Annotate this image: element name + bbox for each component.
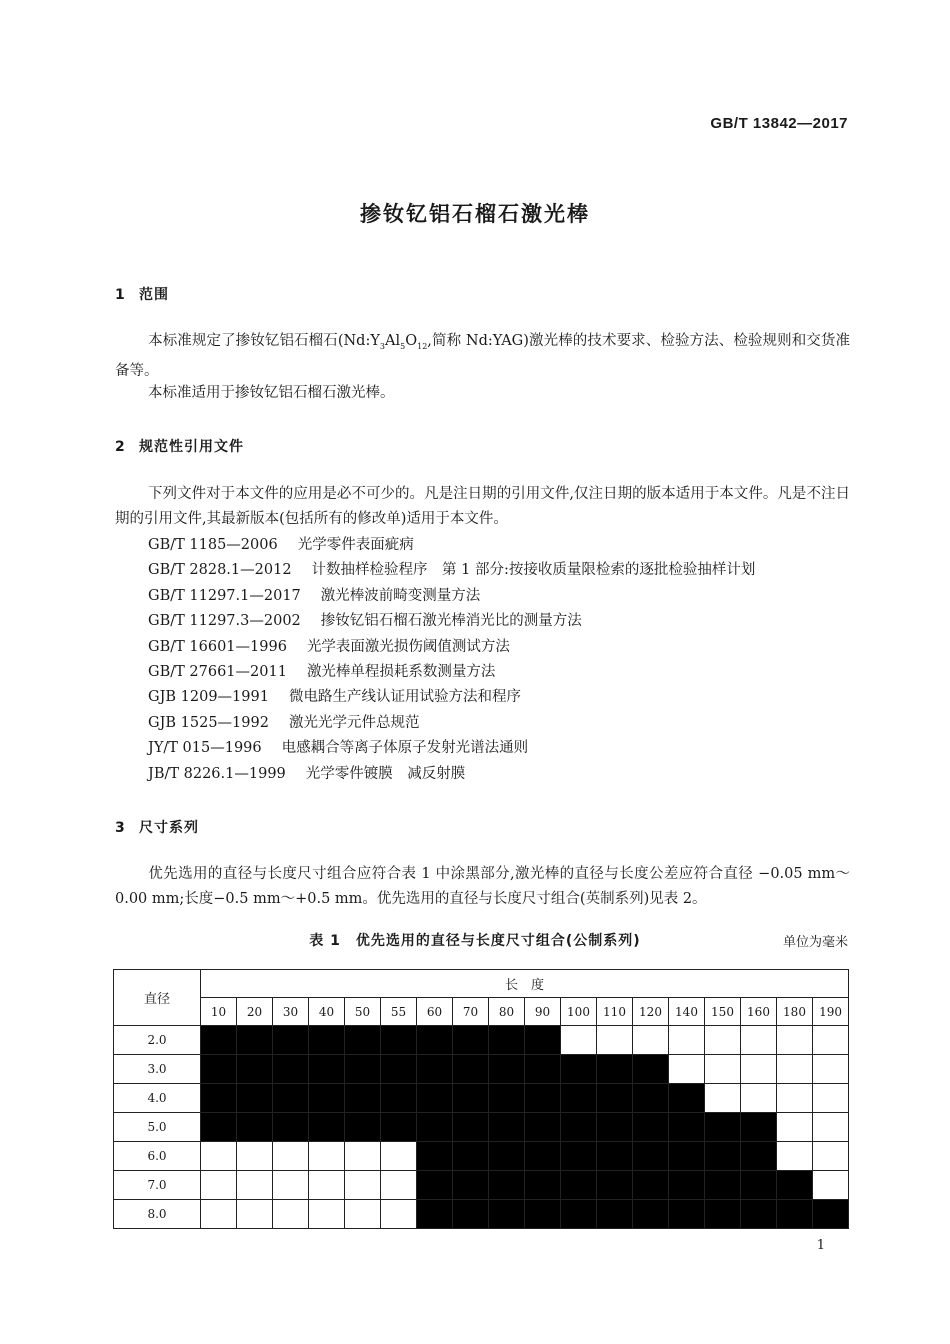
table-unit: 单位为毫米 xyxy=(782,935,848,950)
preferred-cell xyxy=(597,1200,633,1229)
reference-title: 激光光学元件总规范 xyxy=(288,715,420,731)
empty-cell xyxy=(273,1171,309,1200)
length-cell: 180 xyxy=(777,998,813,1026)
empty-cell xyxy=(381,1171,417,1200)
empty-cell xyxy=(741,1084,777,1113)
preferred-cell xyxy=(417,1055,453,1084)
preferred-cell xyxy=(273,1026,309,1055)
preferred-cell xyxy=(417,1113,453,1142)
preferred-cell xyxy=(273,1084,309,1113)
document-title: 掺钕钇铝石榴石激光棒 xyxy=(360,202,590,226)
preferred-cell xyxy=(273,1055,309,1084)
preferred-cell xyxy=(705,1200,741,1229)
preferred-cell xyxy=(417,1142,453,1171)
reference-item xyxy=(148,660,495,685)
preferred-cell xyxy=(489,1026,525,1055)
reference-title: 掺钕钇铝石榴石激光棒消光比的测量方法 xyxy=(320,613,582,629)
preferred-cell xyxy=(453,1200,489,1229)
length-cell: 55 xyxy=(381,998,417,1026)
scope-text-a: 本标准规定了掺钕钇铝石榴石(Nd:Y xyxy=(148,333,380,349)
empty-cell xyxy=(777,1142,813,1171)
preferred-cell xyxy=(669,1142,705,1171)
preferred-cell xyxy=(453,1142,489,1171)
diameter-cell: 4.0 xyxy=(114,1084,201,1113)
empty-cell xyxy=(813,1171,849,1200)
preferred-cell xyxy=(453,1084,489,1113)
dimensions-paragraph xyxy=(115,862,850,912)
empty-cell xyxy=(237,1200,273,1229)
empty-cell xyxy=(705,1084,741,1113)
preferred-cell xyxy=(777,1200,813,1229)
reference-item xyxy=(148,609,582,634)
length-cell: 70 xyxy=(453,998,489,1026)
reference-title: 光学零件镀膜 减反射膜 xyxy=(305,766,466,782)
scope-paragraph-1 xyxy=(115,329,850,384)
empty-cell xyxy=(705,1026,741,1055)
empty-cell xyxy=(273,1200,309,1229)
reference-code: GJB 1209—1991 xyxy=(148,689,269,705)
scope-text-d: ,简称 Nd:YAG)激光棒的技术要求、检验方法、检验规则和交货准备等。 xyxy=(115,333,850,379)
length-cell: 40 xyxy=(309,998,345,1026)
empty-cell xyxy=(201,1200,237,1229)
preferred-cell xyxy=(309,1055,345,1084)
preferred-cell xyxy=(597,1142,633,1171)
preferred-cell xyxy=(345,1026,381,1055)
reference-item xyxy=(148,558,755,583)
reference-code: GJB 1525—1992 xyxy=(148,715,269,731)
preferred-cell xyxy=(669,1113,705,1142)
empty-cell xyxy=(777,1026,813,1055)
preferred-cell xyxy=(237,1084,273,1113)
reference-code: GB/T 11297.3—2002 xyxy=(148,613,301,629)
preferred-cell xyxy=(597,1171,633,1200)
length-cell: 100 xyxy=(561,998,597,1026)
table-row xyxy=(114,1055,849,1084)
length-cell: 120 xyxy=(633,998,669,1026)
preferred-cell xyxy=(453,1026,489,1055)
preferred-cell xyxy=(489,1084,525,1113)
preferred-cell xyxy=(201,1026,237,1055)
preferred-cell xyxy=(561,1200,597,1229)
table-caption: 表 1 优先选用的直径与长度尺寸组合(公制系列) xyxy=(309,933,641,949)
empty-cell xyxy=(309,1200,345,1229)
preferred-cell xyxy=(381,1026,417,1055)
preferred-cell xyxy=(417,1026,453,1055)
empty-cell xyxy=(669,1055,705,1084)
empty-cell xyxy=(273,1142,309,1171)
preferred-cell xyxy=(633,1171,669,1200)
preferred-cell xyxy=(489,1200,525,1229)
section-heading-references xyxy=(115,436,244,456)
table-row xyxy=(114,1084,849,1113)
section-title: 规范性引用文件 xyxy=(139,439,244,455)
scope-text-b: Al xyxy=(385,333,401,349)
reference-code: GB/T 11297.1—2017 xyxy=(148,588,301,604)
length-cell: 20 xyxy=(237,998,273,1026)
preferred-cell xyxy=(669,1171,705,1200)
section-heading-scope xyxy=(115,284,169,304)
empty-cell xyxy=(705,1055,741,1084)
preferred-cell xyxy=(237,1055,273,1084)
empty-cell xyxy=(813,1113,849,1142)
table-header-row xyxy=(114,970,849,998)
preferred-cell xyxy=(597,1113,633,1142)
preferred-cell xyxy=(705,1142,741,1171)
length-cell: 140 xyxy=(669,998,705,1026)
section-title: 尺寸系列 xyxy=(139,820,199,836)
reference-title: 微电路生产线认证用试验方法和程序 xyxy=(288,689,521,705)
length-header: 长 度 xyxy=(201,970,849,998)
preferred-cell xyxy=(669,1084,705,1113)
reference-title: 激光棒单程损耗系数测量方法 xyxy=(306,664,496,680)
page-number: 1 xyxy=(816,1238,825,1253)
empty-cell xyxy=(309,1171,345,1200)
preferred-cell xyxy=(525,1026,561,1055)
preferred-cell xyxy=(489,1171,525,1200)
reference-item xyxy=(148,533,414,558)
preferred-cell xyxy=(669,1200,705,1229)
preferred-cell xyxy=(561,1142,597,1171)
subscript: 3 xyxy=(379,341,386,351)
preferred-cell xyxy=(597,1055,633,1084)
preferred-cell xyxy=(417,1171,453,1200)
section-heading-dimensions xyxy=(115,817,199,837)
preferred-cell xyxy=(525,1142,561,1171)
diameter-header: 直径 xyxy=(114,970,201,1026)
preferred-cell xyxy=(525,1055,561,1084)
preferred-cell xyxy=(201,1113,237,1142)
preferred-cell xyxy=(525,1200,561,1229)
reference-code: GB/T 2828.1—2012 xyxy=(148,562,292,578)
diameter-cell: 5.0 xyxy=(114,1113,201,1142)
reference-title: 电感耦合等离子体原子发射光谱法通则 xyxy=(281,740,529,756)
empty-cell xyxy=(345,1171,381,1200)
length-cell: 90 xyxy=(525,998,561,1026)
reference-title: 光学零件表面疵病 xyxy=(297,537,414,553)
preferred-cell xyxy=(561,1084,597,1113)
reference-item xyxy=(148,762,465,787)
preferred-cell xyxy=(633,1084,669,1113)
preferred-cell xyxy=(273,1113,309,1142)
length-cell: 160 xyxy=(741,998,777,1026)
preferred-cell xyxy=(741,1113,777,1142)
length-cell: 150 xyxy=(705,998,741,1026)
empty-cell xyxy=(381,1200,417,1229)
section-title: 范围 xyxy=(139,287,169,303)
preferred-cell xyxy=(741,1200,777,1229)
empty-cell xyxy=(741,1055,777,1084)
preferred-cell xyxy=(345,1084,381,1113)
preferred-cell xyxy=(597,1084,633,1113)
dimensions-text: 优先选用的直径与长度尺寸组合应符合表 1 中涂黑部分,激光棒的直径与长度公差应符合直径 −0.05 mm～0.00 mm;长度−0.5 mm～+0.5 mm。优先选用的直径与长度尺寸组合(英制系列)见表 2。 xyxy=(115,866,850,907)
preferred-cell xyxy=(309,1026,345,1055)
preferred-cell xyxy=(345,1113,381,1142)
preferred-cell xyxy=(633,1113,669,1142)
reference-code: JB/T 8226.1—1999 xyxy=(148,766,286,782)
preferred-cell xyxy=(489,1055,525,1084)
preferred-cell xyxy=(741,1171,777,1200)
reference-title: 光学表面激光损伤阈值测试方法 xyxy=(306,639,510,655)
table-body xyxy=(114,1026,849,1229)
preferred-cell xyxy=(561,1171,597,1200)
empty-cell xyxy=(813,1084,849,1113)
reference-code: GB/T 27661—2011 xyxy=(148,664,287,680)
dimension-table xyxy=(113,969,849,1229)
empty-cell xyxy=(597,1026,633,1055)
reference-code: GB/T 1185—2006 xyxy=(148,537,278,553)
empty-cell xyxy=(669,1026,705,1055)
length-cell: 110 xyxy=(597,998,633,1026)
reference-item xyxy=(148,736,528,761)
preferred-cell xyxy=(381,1113,417,1142)
length-cell: 60 xyxy=(417,998,453,1026)
preferred-cell xyxy=(525,1113,561,1142)
standard-code: GB/T 13842—2017 xyxy=(710,115,848,132)
preferred-cell xyxy=(417,1200,453,1229)
length-cell: 10 xyxy=(201,998,237,1026)
preferred-cell xyxy=(309,1113,345,1142)
length-cell: 30 xyxy=(273,998,309,1026)
diameter-cell: 8.0 xyxy=(114,1200,201,1229)
length-values-row xyxy=(114,998,849,1026)
scope-text-2: 本标准适用于掺钕钇铝石榴石激光棒。 xyxy=(148,385,395,401)
empty-cell xyxy=(813,1142,849,1171)
empty-cell xyxy=(813,1055,849,1084)
empty-cell xyxy=(345,1200,381,1229)
preferred-cell xyxy=(381,1084,417,1113)
diameter-cell: 7.0 xyxy=(114,1171,201,1200)
preferred-cell xyxy=(309,1084,345,1113)
preferred-cell xyxy=(237,1026,273,1055)
preferred-cell xyxy=(453,1171,489,1200)
references-intro-text: 下列文件对于本文件的应用是必不可少的。凡是注日期的引用文件,仅注日期的版本适用于本文件。凡是不注日期的引用文件,其最新版本(包括所有的修改单)适用于本文件。 xyxy=(115,486,850,527)
preferred-cell xyxy=(201,1084,237,1113)
section-number: 2 xyxy=(115,439,126,455)
empty-cell xyxy=(237,1142,273,1171)
reference-title: 激光棒波前畸变测量方法 xyxy=(320,588,481,604)
diameter-cell: 2.0 xyxy=(114,1026,201,1055)
empty-cell xyxy=(237,1171,273,1200)
preferred-cell xyxy=(741,1142,777,1171)
empty-cell xyxy=(309,1142,345,1171)
reference-code: GB/T 16601—1996 xyxy=(148,639,287,655)
table-row xyxy=(114,1171,849,1200)
section-number: 3 xyxy=(115,820,126,836)
subscript: 5 xyxy=(400,341,406,351)
empty-cell xyxy=(777,1084,813,1113)
diameter-cell: 6.0 xyxy=(114,1142,201,1171)
reference-item xyxy=(148,685,521,710)
references-intro xyxy=(115,482,850,532)
reference-code: JY/T 015—1996 xyxy=(148,740,262,756)
length-cell: 50 xyxy=(345,998,381,1026)
preferred-cell xyxy=(381,1055,417,1084)
diameter-cell: 3.0 xyxy=(114,1055,201,1084)
empty-cell xyxy=(201,1142,237,1171)
empty-cell xyxy=(777,1113,813,1142)
preferred-cell xyxy=(561,1055,597,1084)
preferred-cell xyxy=(345,1055,381,1084)
empty-cell xyxy=(813,1026,849,1055)
preferred-cell xyxy=(633,1055,669,1084)
reference-item xyxy=(148,635,510,660)
scope-paragraph-2 xyxy=(115,381,850,406)
preferred-cell xyxy=(633,1200,669,1229)
reference-item xyxy=(148,711,419,736)
preferred-cell xyxy=(237,1113,273,1142)
length-cell: 190 xyxy=(813,998,849,1026)
section-number: 1 xyxy=(115,287,126,303)
preferred-cell xyxy=(813,1200,849,1229)
preferred-cell xyxy=(633,1142,669,1171)
reference-item xyxy=(148,584,480,609)
table-row xyxy=(114,1026,849,1055)
empty-cell xyxy=(777,1055,813,1084)
empty-cell xyxy=(345,1142,381,1171)
table-row xyxy=(114,1113,849,1142)
preferred-cell xyxy=(525,1084,561,1113)
preferred-cell xyxy=(705,1171,741,1200)
preferred-cell xyxy=(201,1055,237,1084)
preferred-cell xyxy=(489,1142,525,1171)
empty-cell xyxy=(201,1171,237,1200)
empty-cell xyxy=(741,1026,777,1055)
preferred-cell xyxy=(417,1084,453,1113)
table-row xyxy=(114,1142,849,1171)
scope-text-c: O xyxy=(405,333,418,349)
preferred-cell xyxy=(453,1113,489,1142)
empty-cell xyxy=(381,1142,417,1171)
subscript: 12 xyxy=(417,341,428,351)
empty-cell xyxy=(633,1026,669,1055)
preferred-cell xyxy=(525,1171,561,1200)
preferred-cell xyxy=(705,1113,741,1142)
length-cell: 80 xyxy=(489,998,525,1026)
preferred-cell xyxy=(489,1113,525,1142)
table-row xyxy=(114,1200,849,1229)
preferred-cell xyxy=(561,1113,597,1142)
preferred-cell xyxy=(777,1171,813,1200)
preferred-cell xyxy=(453,1055,489,1084)
empty-cell xyxy=(561,1026,597,1055)
reference-title: 计数抽样检验程序 第 1 部分:按接收质量限检索的逐批检验抽样计划 xyxy=(311,562,756,578)
